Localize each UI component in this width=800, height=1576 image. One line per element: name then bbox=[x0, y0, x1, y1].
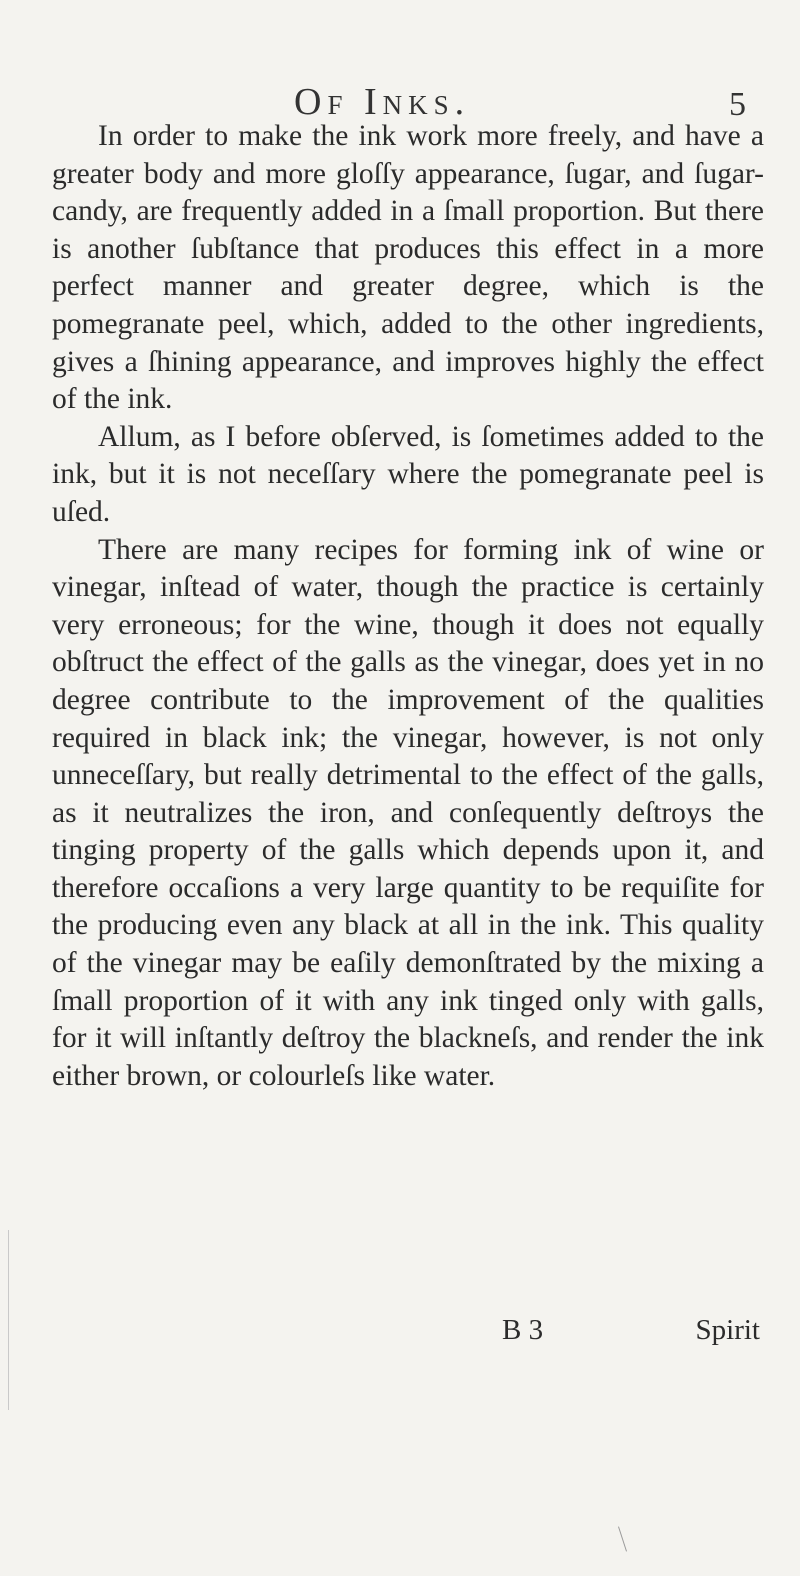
footer-line bbox=[52, 1314, 764, 1354]
page-header bbox=[54, 66, 754, 126]
body-text bbox=[52, 118, 764, 1095]
page-number: 5 bbox=[729, 86, 746, 123]
running-title: Of Inks. bbox=[294, 81, 471, 123]
paragraph-allum: Allum, as I before obſerved, is ſometimes added to the ink, but it is not neceſſary where the pomegranate peel is uſed. bbox=[52, 420, 764, 528]
paragraph-sugar: In order to make the ink work more freely, and have a greater body and more gloſſy appearance, ſugar, and ſugar-candy, are frequently added in a ſmall proportion. But there is another ſubſtance that produces this effect in a more perfect manner and greater degree, which is the pomegranate peel, which, added to the other ingredients, gives a ſhining appearance, and improves highly the effect of the ink. bbox=[52, 120, 764, 416]
signature-mark: B 3 bbox=[502, 1314, 544, 1346]
catchword: Spirit bbox=[695, 1314, 760, 1346]
page-edge-rule bbox=[8, 1230, 9, 1410]
stray-mark bbox=[618, 1526, 627, 1551]
paragraph-wine-vinegar: There are many recipes for forming ink of wine or vinegar, inſtead of water, though the practice is certainly very erroneous; for the wine, though it does not equally obſtruct the effect of the galls as the vinegar, does yet in no degree contribute to the improvement of the qualities required in black ink; the vinegar, however, is not only unneceſſary, but really detrimental to the effect of the galls, as it neutralizes the iron, and conſequently deſtroys the tinging property of the galls which depends upon it, and therefore occaſions a very large quantity to be requiſite for the producing even any black at all in the ink. This quality of the vinegar may be eaſily demonſtrated by the mixing a ſmall proportion of it with any ink tinged only with galls, for it will inſtantly deſtroy the blackneſs, and render the ink either brown, or colourleſs like water. bbox=[52, 533, 764, 1092]
